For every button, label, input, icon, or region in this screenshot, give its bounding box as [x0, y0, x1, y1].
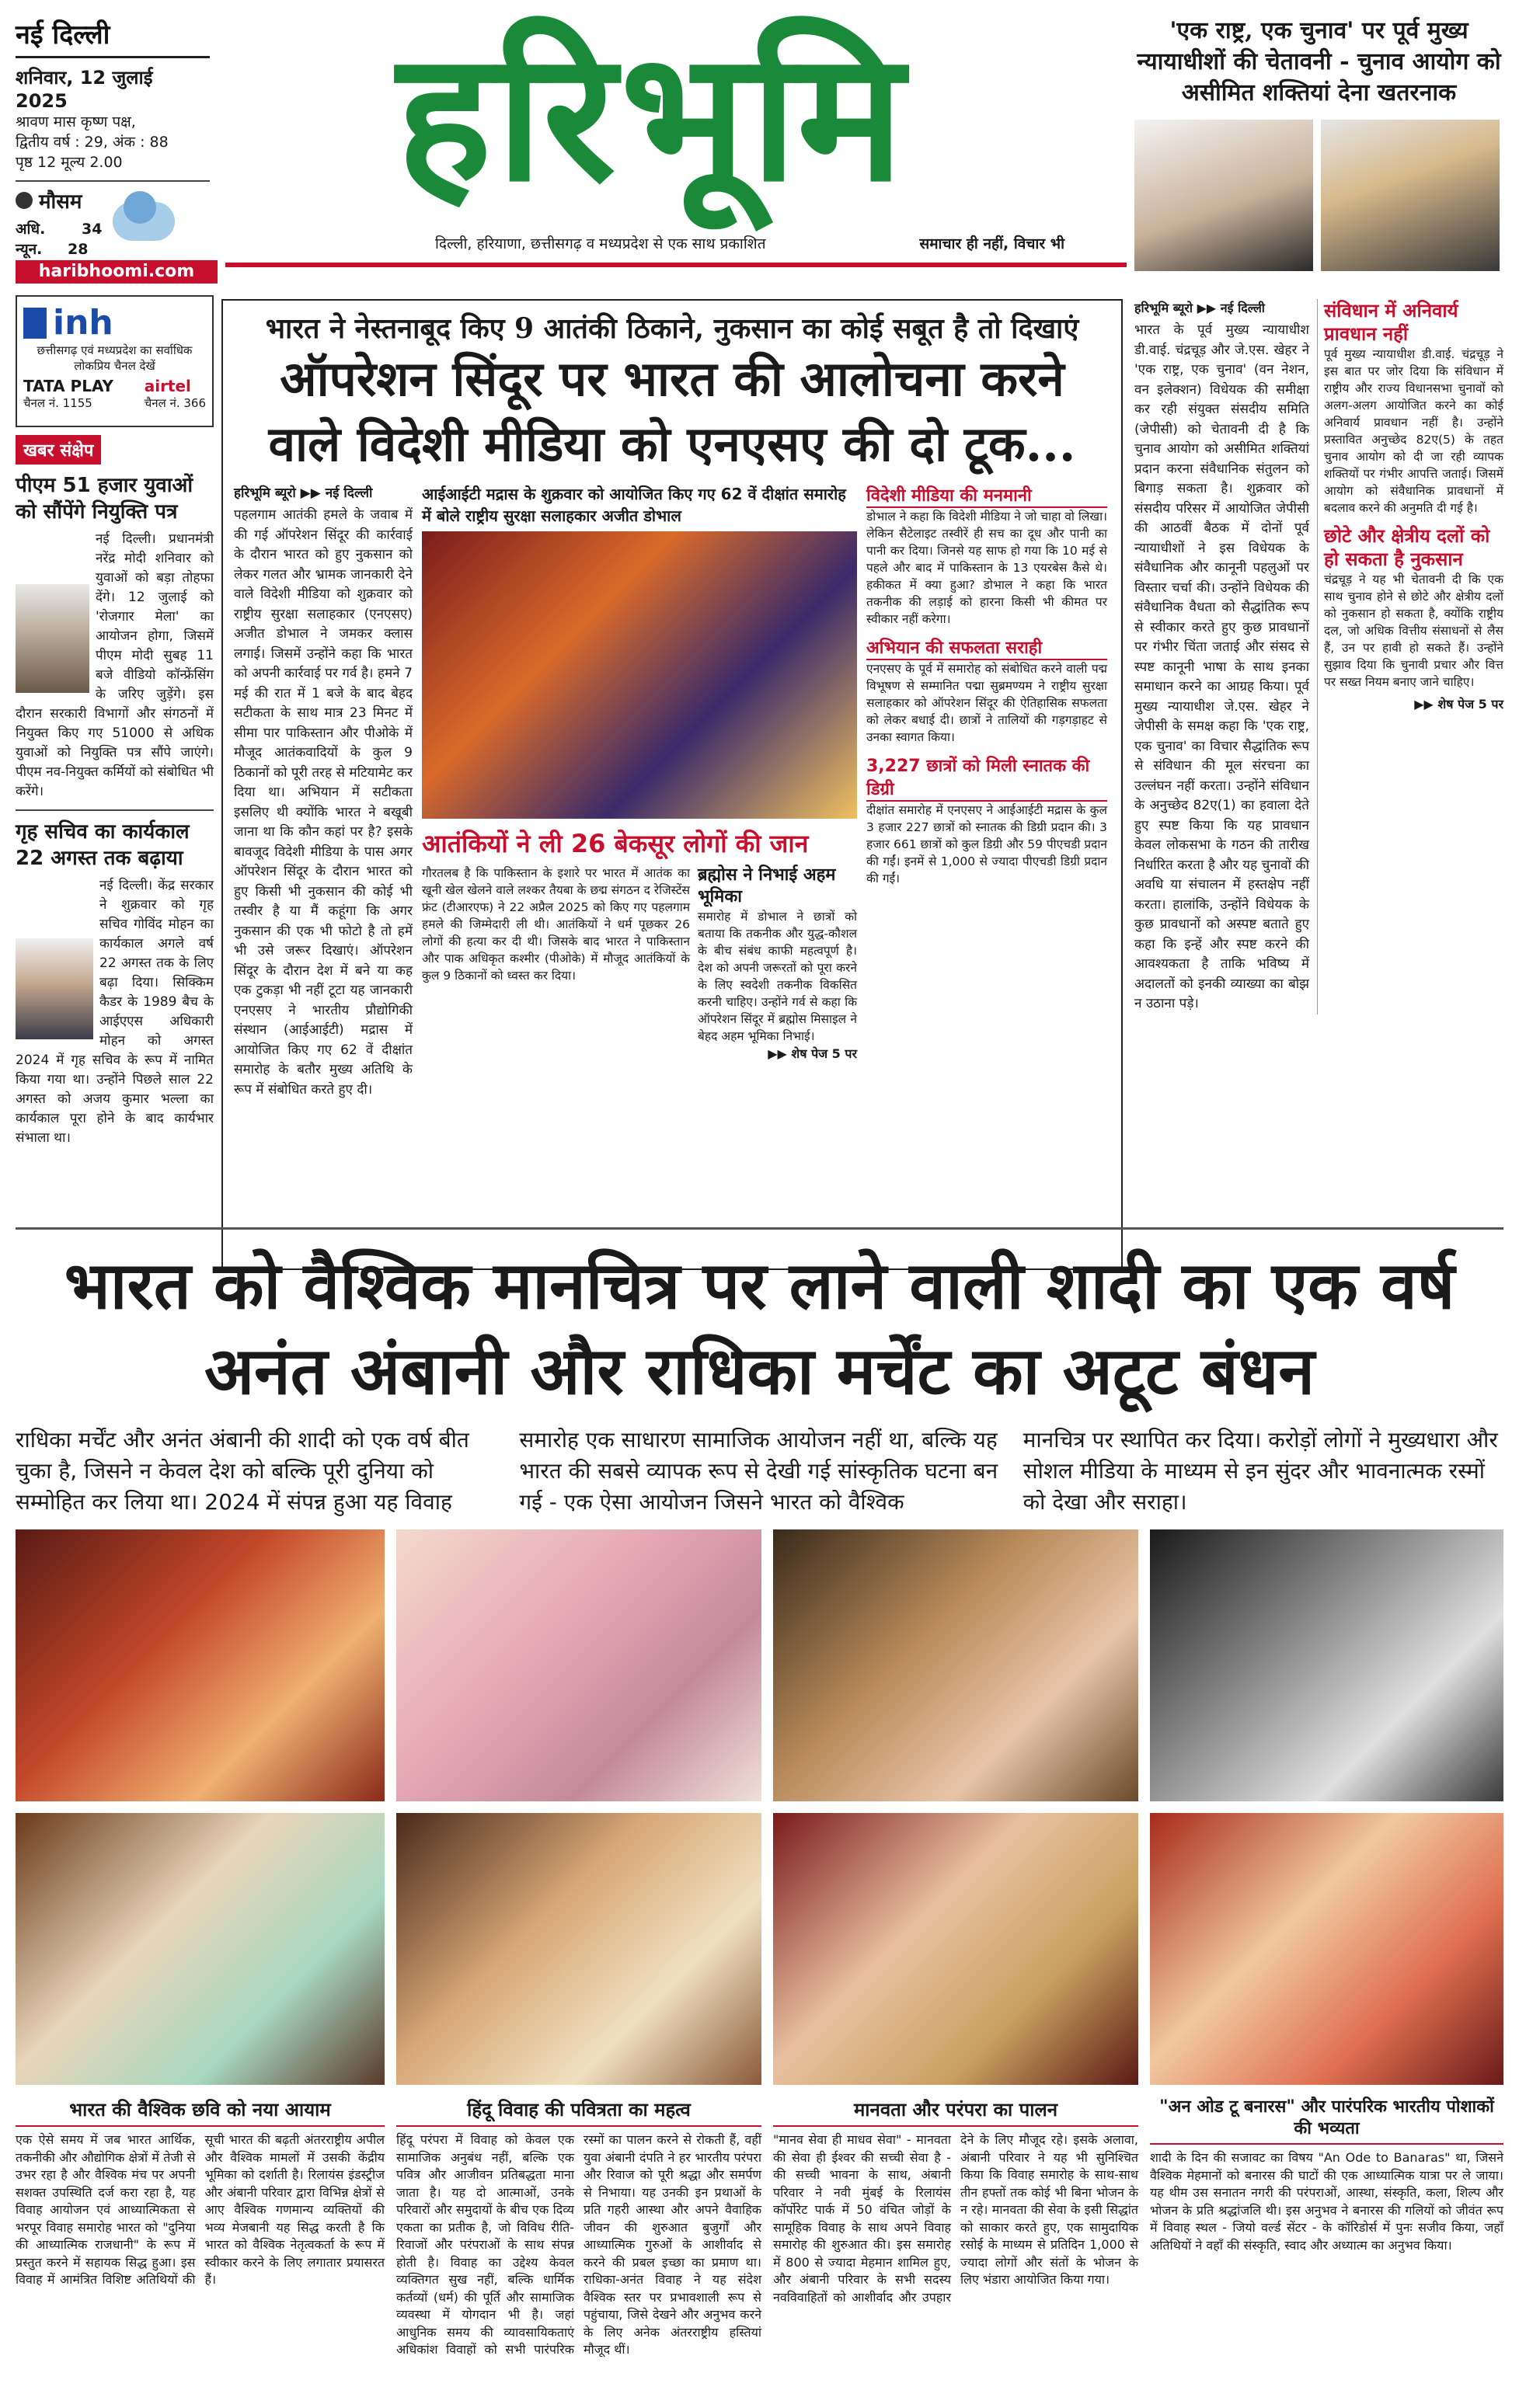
masthead-logo: [225, 12, 1080, 233]
wedding-intro-1: राधिका मर्चेंट और अनंत अंबानी की शादी को एक वर्ष बीत चुका है, जिसने न केवल देश को बल्कि पूरी दुनिया को सम्मोहित कर लिया था। 2024 में संपन्न हुआ यह विवाह: [16, 1427, 469, 1515]
wedding-sub4-title: "अन ओड टू बनारस" और पारंपरिक भारतीय पोशाकों की भव्यता: [1150, 2097, 1503, 2145]
temp-max: 34: [81, 221, 103, 238]
editions-text: दिल्ली, हरियाणा, छत्तीसगढ़ व मध्यप्रदेश से एक साथ प्रकाशित: [435, 235, 766, 252]
tata-play-label: TATA PLAY: [23, 377, 113, 395]
box3-body: दीक्षांत समारोह में एनएसए ने आईआईटी मद्रास के कुल 3 हजार 227 छात्रों को स्नातक की डिग्री प्रदान की। 3 हजार 661 छात्रों को कुल डिग्री और 59 पीएचडी प्रदान की गईं। इनमें से 1,000 से ज्यादा पीएचडी डिग्री प्रदान की गईं।: [866, 803, 1107, 886]
tata-channel: चैनल नं. 1155: [23, 396, 92, 410]
left-column: [16, 295, 214, 1266]
brief1-title: पीएम 51 हजार युवाओं को सौंपेंगे नियुक्ति पत्र: [16, 474, 193, 524]
temp-max-label: अधि.: [16, 221, 46, 238]
lead-story: [221, 299, 1123, 1270]
wedding-sub2-title: हिंदू विवाह की पवित्रता का महत्व: [396, 2097, 761, 2127]
top-right-byline: हरिभूमि ब्यूरो ▶▶ नई दिल्ली: [1134, 301, 1265, 315]
wedding-sub1-title: भारत की वैश्विक छवि को नया आयाम: [16, 2097, 385, 2127]
brahmos-body: समारोह में डोभाल ने छात्रों को बताया कि तकनीक और युद्ध-कौशल के बीच संबंध काफी महत्वपूर्ण है। देश को अपनी जरूरतों को पूरा करने के लिए स्वदेशी तकनीक विकसित करनी चाहिए। उन्होंने गर्व से कहा कि ऑपरेशन सिंदूर में ब्रह्मोस मिसाइल ने बेहद अहम भूमिका निभाई।: [698, 910, 857, 1043]
wedding-headline-1: भारत को वैश्विक मानचित्र पर लाने वाली शादी का एक वर्ष: [64, 1247, 1455, 1324]
wedding-sub3: [773, 2097, 1138, 2322]
wedding-headline-2: अनंत अंबानी और राधिका मर्चेंट का अटूट बंधन: [204, 1332, 1315, 1409]
wedding-sub3-title: मानवता और परंपरा का पालन: [773, 2097, 1138, 2127]
cloud-icon: [113, 202, 175, 241]
wedding-photo-7: [773, 1813, 1138, 2085]
photo-khehar: [1321, 120, 1500, 271]
temp-min-label: न्यून.: [16, 241, 43, 258]
wedding-photo-6: [396, 1813, 761, 2085]
weather-title: मौसम: [39, 190, 82, 214]
website[interactable]: haribhoomi.com: [16, 260, 218, 284]
box1-body: डोभाल ने कहा कि विदेशी मीडिया ने जो चाहा वो लिखा। लेकिन सैटेलाइट तस्वीरें ही सच का दूध और पानी का पानी कर दिया। जिनसे यह साफ हो गया कि 10 मई से पहले और बाद में पाकिस्तान के 13 एयरबेस कैसे थे। हकीकत में क्या हुआ? डोभाल ने कहा कि भारत तकनीक की लड़ाई को हारना किसी भी कीमत पर स्वीकार नहीं करेगा।: [866, 510, 1107, 626]
brief2-title: गृह सचिव का कार्यकाल 22 अगस्त तक बढ़ाया: [16, 820, 190, 870]
wedding-photo-8: [1150, 1813, 1503, 2085]
airtel-channel: चैनल नं. 366: [144, 396, 206, 410]
pages-price: पृष्ठ 12 मूल्य 2.00: [16, 154, 123, 171]
weather-box: [16, 180, 210, 259]
logo-text: हरिभूमि: [396, 12, 909, 221]
lead-kicker: भारत ने नेस्तनाबूद किए 9 आतंकी ठिकाने, नुकसान का कोई सबूत है तो दिखाएं: [265, 312, 1079, 345]
wedding-sub1-body: एक ऐसे समय में जब भारत आर्थिक, तकनीकी और औद्योगिक क्षेत्रों में तेजी से उभर रहा है और वैश्विक मंच पर अपनी सशक्त उपस्थिति दर्ज करा रहा है, यह विवाह आयोजन एवं आध्यात्मिकता से भरपूर विवाह समारोह भारत को "दुनिया की आध्यात्मिक राजधानी" के रूप में प्रस्तुत करने में सहायक सिद्ध हुआ। इस विवाह में आमंत्रित विशिष्ट अतिथियों की सूची भारत की बढ़ती अंतरराष्ट्रीय अपील और वैश्विक मामलों में उसकी केंद्रीय भूमिका को दर्शाती है। रिलायंस इंडस्ट्रीज और अंबानी परिवार द्वारा विभिन्न क्षेत्रों से आए वैश्विक गणमान्य व्यक्तियों की भव्य मेजबानी यह सिद्ध करती है कि भारत को वैश्विक नेतृत्वकर्ता के रूप में स्वीकार करने के लिए लगातार प्रयासरत हैं।: [16, 2132, 385, 2287]
masthead-tagline: [225, 233, 1080, 264]
wedding-photo-4: [1150, 1529, 1503, 1801]
box2-title: अभियान की सफलता सराही: [866, 635, 1107, 660]
top-right-headline: 'एक राष्ट्र, एक चुनाव' पर पूर्व मुख्य न्यायाधीशों की चेतावनी - चुनाव आयोग को असीमित शक्तियां देना खतरनाक: [1137, 17, 1501, 106]
masthead-info: [16, 16, 210, 272]
side-body-2: चंद्रचूड़ ने यह भी चेतावनी दी कि एक साथ चुनाव होने से छोटे और क्षेत्रीय दलों को नुकसान हो सकता है, क्योंकि राष्ट्रीय दल, जो अधिक वित्तीय संसाधनों से लैस हैं, उन पर हावी हो सकते हैं। उन्होंने सुझाव दिया कि चुनावी प्रचार और वित्त पर सख्त नियम बनाए जाने चाहिए।: [1324, 572, 1503, 689]
airtel-label: airtel: [144, 377, 191, 395]
photo-chandrachud: [1134, 120, 1313, 271]
box1-title: विदेशी मीडिया की मनमानी: [866, 483, 1107, 508]
sub-headline: आतंकियों ने ली 26 बेकसूर लोगों की जान: [422, 829, 809, 858]
publication-date: शनिवार, 12 जुलाई 2025: [16, 67, 153, 112]
side-body-1: पूर्व मुख्य न्यायाधीश डी.वाई. चंद्रचूड़ ने इस बात पर जोर दिया कि संविधान में राष्ट्रीय और राज्य विधानसभा चुनावों को अलग-अलग आयोजित करने का कोई अनिवार्य प्रावधान नहीं है। उन्होंने प्रस्तावित अनुच्छेद 82ए(5) के तहत चुनाव आयोग को दी जा रही व्यापक शक्तियों पर गंभीर आपत्ति जताई। जिसमें आयोग को संवैधानिक प्रावधानों में बदलाव करने की अनुमति दी गई है।: [1324, 347, 1503, 515]
slogan-text: समाचार ही नहीं, विचार भी: [919, 235, 1064, 252]
side-title-2: छोटे और क्षेत्रीय दलों को हो सकता है नुकसान: [1324, 525, 1490, 570]
wedding-photo-2: [396, 1529, 761, 1801]
top-right-body: [1134, 299, 1503, 1270]
wedding-sub3-body: "मानव सेवा ही माधव सेवा" - मानवता की सेवा ही ईश्वर की सच्ची सेवा है - की सच्ची भावना के साथ, अंबानी परिवार ने नवी मुंबई के रिलायंस कॉर्पोरेट पार्क में 50 वंचित जोड़ों के सामूहिक विवाह के साथ अपने विवाह समारोह की शुरुआत की। इस समारोह में 800 से ज्यादा मेहमान शामिल हुए, और अंबानी परिवार के सभी सदस्य नवविवाहितों को आशीर्वाद और उपहार देने के लिए मौजूद रहे। इसके अलावा, अंबानी परिवार ने यह भी सुनिश्चित किया कि विवाह समारोह के साथ-साथ तीन हफ्तों तक कोई भी बिना भोजन के न रहे। मानवता की सेवा के इसी सिद्धांत को साकार करते हुए, एक सामुदायिक रसोई के माध्यम से प्रतिदिन 1,000 से ज्यादा लोगों और संतों के भोजन के लिए भंडारा आयोजित किया गया।: [773, 2132, 1138, 2305]
channel-tagline: छत्तीसगढ़ एवं मध्यप्रदेश का सर्वाधिक लोकप्रिय चैनल देखें: [37, 343, 193, 373]
wedding-intro-3: मानचित्र पर स्थापित कर दिया। करोड़ों लोगों ने मुख्यधारा और सोशल मीडिया के माध्यम से इन सुंदर और भावनात्मक रस्मों को देखा और सराहा।: [1023, 1427, 1498, 1515]
masthead-divider: [225, 263, 1127, 267]
wedding-intro-2: समारोह एक साधारण सामाजिक आयोजन नहीं था, बल्कि यह भारत की सबसे व्यापक रूप से देखी गई सांस्कृतिक घटना बन गई - एक ऐसा आयोजन जिसने भारत को वैश्विक: [519, 1427, 998, 1515]
brief1-body: नई दिल्ली। प्रधानमंत्री नरेंद्र मोदी शनिवार को युवाओं को बड़ा तोहफा देंगे। 12 जुलाई को 'रोजगार मेला' का आयोजन होगा, जिसमें पीएम मोदी सुबह 11 बजे वीडियो कॉन्फ्रेंसिंग के जरिए जुड़ेंगे। इस दौरान सरकारी विभागों और संगठनों में नियुक्त किए गए 51000 से अधिक युवाओं को नियुक्ति पत्र सौंपे जाएंगे। पीएम नव-नियुक्त कर्मियों को संबोधित भी करेंगे।: [16, 531, 214, 799]
box3-title: 3,227 छात्रों को मिली स्नातक की डिग्री: [866, 753, 1107, 802]
lead-continued[interactable]: ▶▶ शेष पेज 5 पर: [768, 1046, 857, 1061]
photo-modi: [16, 584, 89, 693]
brahmos-title: ब्रह्मोस ने निभाई अहम भूमिका: [698, 865, 836, 906]
temp-min: 28: [68, 241, 89, 258]
box2-body: एनएसए के पूर्व में समारोह को संबोधित करने वाली पद्म विभूषण से सम्मानित पद्मा सुब्रमण्यम ने राष्ट्रीय सुरक्षा सलाहकार को ऑपरेशन सिंदूर की ऐतिहासिक सफलता को लेकर बधाई दी। छात्रों ने तालियों की गड़गड़ाहट से उनका स्वागत किया।: [866, 662, 1107, 744]
top-right-body-text: भारत के पूर्व मुख्य न्यायाधीश डी.वाई. चंद्रचूड़ और जे.एस. खेहर ने 'एक राष्ट्र, एक चुनाव' (वन नेशन, वन इलेक्शन) विधेयक की समीक्षा कर रही संयुक्त संसदीय समिति (जेपीसी) को चेतावनी दी है कि चुनाव आयोग को असीमित शक्तियां प्रदान करना संवैधानिक संतुलन को बिगाड़ सकता है। शुक्रवार को संसदीय परिसर में आयोजित जेपीसी की आठवीं बैठक में दोनों पूर्व न्यायाधीशों ने इस विधेयक के संवैधानिक और कानूनी पहलुओं पर विस्तार चर्चा की। उन्होंने विधेयक की संवैधानिक वैधता को सैद्धांतिक रूप से स्वीकार करते हुए कुछ प्रावधानों पर गंभीर चिंता जताई और संसद से स्पष्ट कानूनी भाषा के साथ इनका समाधान करने का आग्रह किया। पूर्व मुख्य न्यायाधीश जे.एस. खेहर ने जेपीसी के समक्ष कहा कि 'एक राष्ट्र, एक चुनाव' का विचार सैद्धांतिक रूप से संविधान की मूल संरचना का उल्लंघन नहीं करता। उन्होंने संविधान के अनुच्छेद 82ए(1) का हवाला देते हुए स्पष्ट किया कि यह प्रावधान केवल लोकसभा के गठन की तारीख निर्धारित करता है और यह चुनावों की अवधि या संचालन में हस्तक्षेप नहीं करता। हालांकि, उन्होंने विधेयक के कुछ प्रावधानों को अस्पष्ट बताते हुए कहा कि इन्हें और स्पष्ट करने की आवश्यकता है ताकि भविष्य में अदालतों को इनकी व्याख्या का बोझ न उठाना पड़े।: [1134, 322, 1309, 1011]
wedding-sub4: [1150, 2097, 1503, 2322]
year-issue: द्वितीय वर्ष : 29, अंक : 88: [16, 134, 169, 151]
wedding-divider: [16, 1227, 1503, 1230]
wedding-sub1: [16, 2097, 385, 2322]
photo-caption: आईआईटी मद्रास के शुक्रवार को आयोजित किए गए 62 वें दीक्षांत समारोह में बोले राष्ट्रीय सुरक्षा सलाहकार अजीत डोभाल: [422, 485, 846, 525]
weather-pin-icon: [16, 192, 33, 209]
channel-name: inh: [53, 303, 113, 343]
wedding-sub2-body: हिंदू परंपरा में विवाह को केवल एक सामाजिक अनुबंध नहीं, बल्कि एक पवित्र और आजीवन प्रतिबद्धता माना जाता है। यह दो आत्माओं, उनके परिवारों और समुदायों के बीच एक दिव्य एकता का प्रतीक है, जो विविध रीति-रिवाजों और परंपराओं के साथ संपन्न होती है। विवाह का उद्देश्य केवल व्यक्तिगत सुख नहीं, बल्कि धार्मिक कर्तव्यों (धर्म) की पूर्ति और सामाजिक व्यवस्था में योगदान भी है। जहां आधुनिक समय की व्यावसायिकताएं अधिकांश विवाहों को सभी पारंपरिक रस्मों का पालन करने से रोकती हैं, वहीं युवा अंबानी दंपति ने हर भारतीय परंपरा और रिवाज को पूरी श्रद्धा और समर्पण से निभाया। यह उनकी इन प्रथाओं के प्रति गहरी आस्था और अपने वैवाहिक जीवन की शुरुआत बुजुर्गों और आध्यात्मिक गुरुओं के आशीर्वाद से करने की प्रबल इच्छा का प्रमाण था। राधिका-अनंत विवाह ने यह संदेश वैश्विक स्तर पर प्रभावशाली रूप से पहुंचाया, जिसे देखने और अनुभव करने के लिए अनेक अंतरराष्ट्रीय हस्तियां मौजूद थीं।: [396, 2132, 761, 2357]
top-right-story: [1134, 16, 1503, 295]
lead-body: पहलगाम आतंकी हमले के जवाब में की गई ऑपरेशन सिंदूर की कार्रवाई के दौरान भारत को हुए नुकसान को लेकर गलत और भ्रामक जानकारी देने वाले विदेशी मीडिया को शुक्रवार को राष्ट्रीय सुरक्षा सलाहकार (एनएसए) अजीत डोभाल ने जमकर क्लास लगाई। जिसमें उन्होंने कहा कि भारत को अपनी कार्रवाई पर गर्व है। हमने 7 मई की रात में 1 बजे के बाद बेहद सटीकता के साथ मात्र 23 मिनट में सीमा पार पाकिस्तान और पीओके में मौजूद आतंकवादियों के कुल 9 ठिकानों को पूरी तरह से मटियामेट कर दिया था। अभियान में सटीकता इसलिए थी क्योंकि भारत ने बखूबी जाना था कि कौन कहां पर है? इसके बावजूद विदेशी मीडिया के पास अगर ऑपरेशन सिंदूर के दौरान भारत को हुए किसी भी नुकसान की कोई भी तस्वीर है या मैं कहूंगा कि अगर नुकसान की एक भी फोटो है तो हमें भी उसे जरूर दिखाएं। ऑपरेशन सिंदूर के दौरान देश में बने या कह एक टुकड़ा भी नहीं टूटा यह जानकारी एनएसए ने भारतीय प्रौद्योगिकी संस्थान (आईआईटी) मद्रास में आयोजित किए गए 62 वें दीक्षांत समारोह के बतौर मुख्य अतिथि के रूप में संबोधित करते हुए दी।: [234, 507, 413, 1098]
wedding-photo-1: [16, 1529, 385, 1801]
lead-byline: हरिभूमि ब्यूरो ▶▶ नई दिल्ली: [234, 485, 373, 501]
channel-ad[interactable]: [16, 295, 214, 427]
section-label: खबर संक्षेप: [16, 435, 101, 465]
brief2-body: नई दिल्ली। केंद्र सरकार ने शुक्रवार को गृह सचिव गोविंद मोहन का कार्यकाल अगले वर्ष 22 अगस्त तक के लिए बढ़ा दिया। सिक्किम कैडर के 1989 बैच के आईएएस अधिकारी मोहन को अगस्त 2024 में गृह सचिव के रूप में नामित किया गया था। उन्होंने पिछले साल 22 अगस्त को अजय कुमार भल्ला का कार्यकाल पूरा होने के बाद कार्यभार संभाला था।: [16, 878, 214, 1146]
top-right-continued[interactable]: ▶▶ शेष पेज 5 पर: [1414, 697, 1503, 712]
wedding-photo-5: [16, 1813, 385, 2085]
lead-headline-1: ऑपरेशन सिंदूर पर भारत की आलोचना करने: [280, 350, 1064, 407]
photo-govind-mohan: [16, 938, 93, 1039]
edition-city: नई दिल्ली: [16, 19, 110, 50]
side-title-1: संविधान में अनिवार्य प्रावधान नहीं: [1324, 300, 1458, 345]
panchang: श्रावण मास कृष्ण पक्ष,: [16, 113, 136, 130]
inh-logo-icon: [23, 308, 47, 339]
sub-body: गौरतलब है कि पाकिस्तान के इशारे पर भारत में आतंक का खूनी खेल खेलने वाले लश्कर तैयबा के छद्म संगठन द रेजिस्टेंस फ्रंट (टीआरएफ) ने 22 अप्रैल 2025 को किए गए पहलगाम हमले की जिम्मेदारी ली थी। आतंकियों ने धर्म पूछकर 26 लोगों की हत्या कर दी थी। जिसके बाद भारत ने पाकिस्तान और पाक अधिकृत कश्मीर (पीओके) में मौजूद आतंकियों के कुल 9 ठिकानों को ध्वस्त कर दिया।: [422, 866, 690, 983]
wedding-sub2: [396, 2097, 761, 2357]
wedding-sub4-body: शादी के दिन की सजावट का विषय "An Ode to Banaras" था, जिसने वैश्विक मेहमानों को बनारस की घाटों की एक आध्यात्मिक यात्रा पर ले जाया। यह थीम उस सनातन नगरी की परंपराओं, आस्था, संस्कृति, कला, शिल्प और भोजन के प्रति श्रद्धांजलि थी। इस अनुभव ने बनारस की गलियों को जीवंत रूप में विवाह स्थल - जियो वर्ल्ड सेंटर - के कॉरिडोर्स में पुनः सजीव किया, जहाँ अतिथियों ने वहाँ की संस्कृति, स्वाद और अध्यात्म का अनुभव किया।: [1150, 2150, 1503, 2253]
wedding-feature: [16, 1243, 1503, 2392]
photo-doval-convocation: [422, 531, 857, 819]
lead-headline-2: वाले विदेशी मीडिया को एनएसए की दो टूक...: [268, 416, 1076, 472]
wedding-photo-3: [773, 1529, 1138, 1801]
